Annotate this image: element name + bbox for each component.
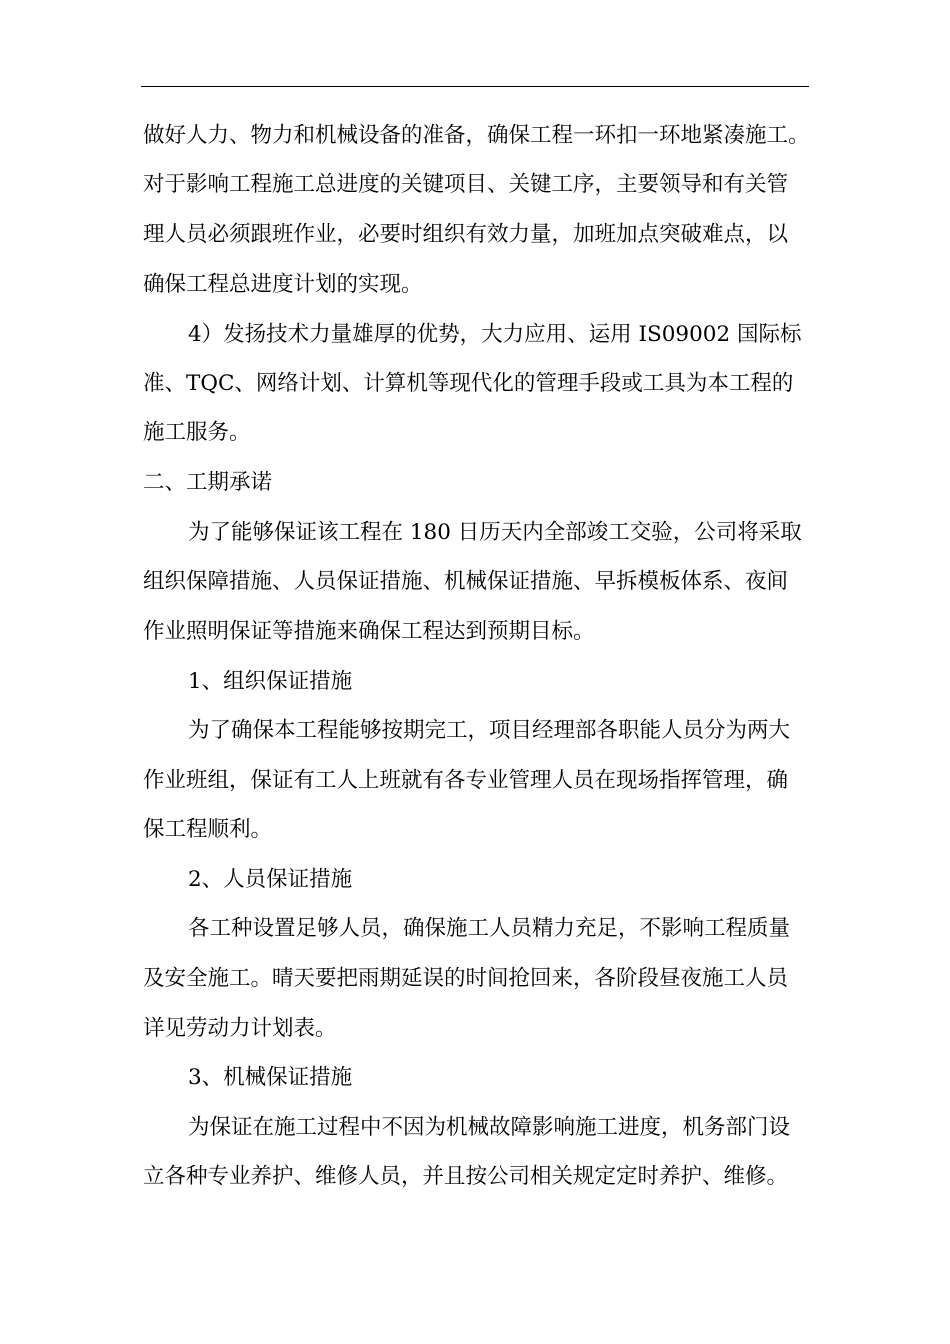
paragraph-line: 为保证在施工过程中不因为机械故障影响施工进度，机务部门设: [188, 1115, 791, 1140]
paragraph-line: 施工服务。: [143, 420, 251, 445]
paragraph-line: 详见劳动力计划表。: [143, 1016, 337, 1041]
paragraph-line: 立各种专业养护、维修人员，并且按公司相关规定定时养护、维修。: [143, 1164, 789, 1189]
paragraph-line: 为了确保本工程能够按期完工，项目经理部各职能人员分为两大: [188, 718, 791, 743]
paragraph-line: 作业照明保证等措施来确保工程达到预期目标。: [143, 619, 595, 644]
paragraph-line: 作业班组，保证有工人上班就有各专业管理人员在现场指挥管理，确: [143, 768, 789, 793]
paragraph-line: 各工种设置足够人员，确保施工人员精力充足，不影响工程质量: [188, 916, 791, 941]
section-heading: 二、工期承诺: [143, 470, 273, 495]
paragraph-line: 确保工程总进度计划的实现。: [143, 272, 423, 297]
paragraph-line: 理人员必须跟班作业，必要时组织有效力量，加班加点突破难点，以: [143, 222, 789, 247]
paragraph-line: 为了能够保证该工程在 180 日历天内全部竣工交验，公司将采取: [188, 520, 802, 545]
paragraph-line: 对于影响工程施工总进度的关键项目、关键工序，主要领导和有关管: [143, 172, 789, 197]
paragraph-line: 组织保障措施、人员保证措施、机械保证措施、早拆模板体系、夜间: [143, 569, 789, 594]
paragraph-line: 做好人力、物力和机械设备的准备，确保工程一环扣一环地紧凑施工。: [143, 123, 810, 148]
header-rule: [141, 86, 809, 87]
subsection-heading: 2、人员保证措施: [188, 867, 353, 892]
subsection-heading: 1、组织保证措施: [188, 669, 353, 694]
paragraph-line: 及安全施工。晴天要把雨期延误的时间抢回来，各阶段昼夜施工人员: [143, 966, 789, 991]
paragraph-line: 保工程顺利。: [143, 817, 273, 842]
list-item-4: 4）发扬技术力量雄厚的优势，大力应用、运用 IS09002 国际标: [188, 322, 802, 347]
subsection-heading: 3、机械保证措施: [188, 1065, 353, 1090]
paragraph-line: 准、TQC、网络计划、计算机等现代化的管理手段或工具为本工程的: [143, 371, 794, 396]
